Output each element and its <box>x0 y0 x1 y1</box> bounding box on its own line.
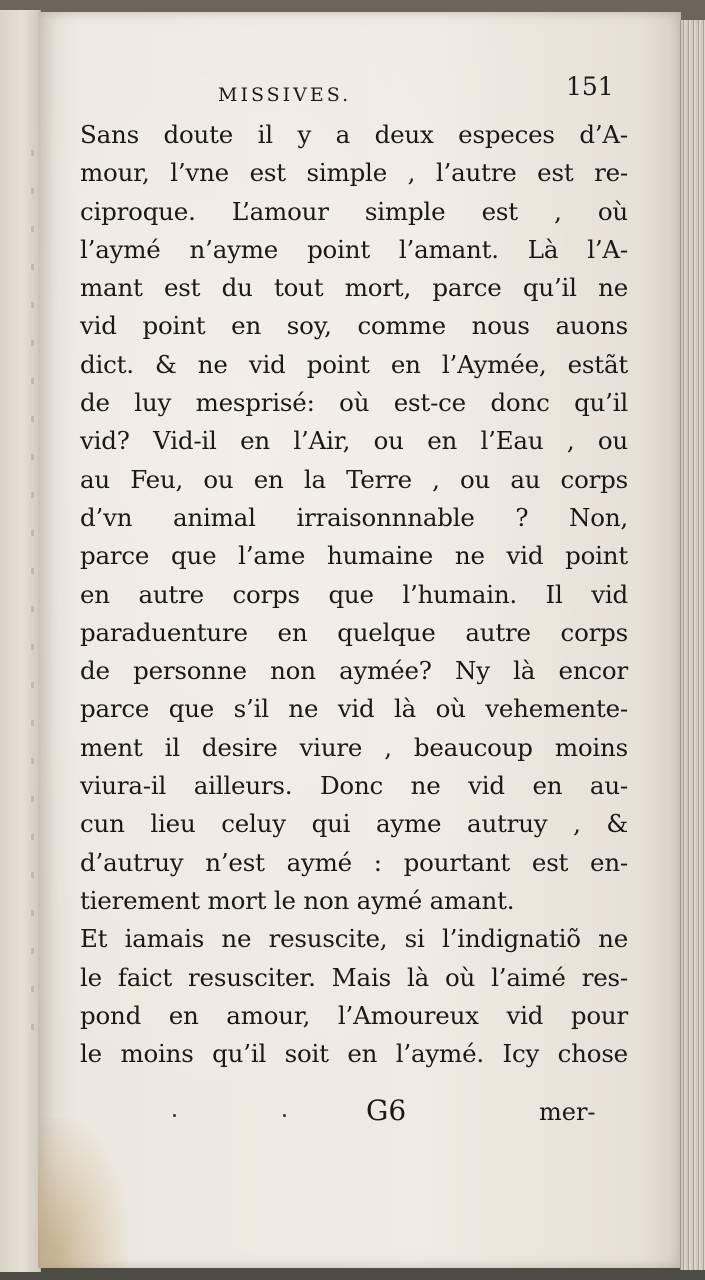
catchword: mer- <box>539 1098 596 1126</box>
text-line: cun lieu celuy qui ayme autruy , & <box>80 809 628 839</box>
text-line: paraduenture en quelque autre corps <box>80 617 628 647</box>
text-line: vid point en soy, comme nous auons <box>80 311 628 341</box>
text-line: d’vn animal irraisonnnable ? Non, <box>80 502 628 532</box>
text-line: pond en amour, l’Amoureux vid pour <box>80 1000 628 1030</box>
text-line: mant est du tout mort, parce qu’il ne <box>80 273 628 303</box>
text-line: ment il desire viure , beaucoup moins <box>80 732 628 762</box>
text-line: vid? Vid-il en l’Air, ou en l’Eau , ou <box>80 426 628 456</box>
text-line: Et iamais ne resuscite, si l’indignatiõ ne <box>80 924 628 954</box>
following-pages-edge <box>680 20 705 1270</box>
text-line: le moins qu’il soit en l’aymé. Icy chose <box>80 1039 628 1069</box>
text-line: d’autruy n’est aymé : pourtant est en- <box>80 847 628 877</box>
text-line: de luy mesprisé: où est-ce donc qu’il <box>80 388 628 418</box>
text-line: l’aymé n’ayme point l’amant. Là l’A- <box>80 234 628 264</box>
previous-page-edge <box>0 10 41 1272</box>
text-line: tierement mort le non aymé amant. <box>80 885 515 915</box>
page-footer <box>38 1094 681 1134</box>
text-line: mour, l’vne est simple , l’autre est re- <box>80 158 628 188</box>
ink-bleed-through <box>31 150 34 1050</box>
text-line: viura-il ailleurs. Donc ne vid en au- <box>80 771 628 801</box>
book-page <box>38 12 681 1268</box>
text-line: de personne non aymée? Ny là encor <box>80 656 628 686</box>
text-line: dict. & ne vid point en l’Aymée, estãt <box>80 349 628 379</box>
body-text <box>80 116 628 1073</box>
water-stain <box>38 1118 128 1268</box>
text-line: en autre corps que l’humain. Il vid <box>80 579 628 609</box>
page-number: 151 <box>566 72 614 101</box>
text-line: ciproque. L’amour simple est , où <box>80 196 628 226</box>
text-line: le faict resusciter. Mais là où l’aimé res- <box>80 962 628 992</box>
signature-mark: G6 <box>366 1094 407 1127</box>
text-line: au Feu, ou en la Terre , ou au corps <box>80 464 628 494</box>
running-title: MISSIVES. <box>218 84 352 106</box>
running-head <box>38 70 681 110</box>
text-line: Sans doute il y a deux especes d’A- <box>80 120 628 149</box>
decorative-dot <box>173 1114 176 1117</box>
decorative-dot <box>283 1114 286 1117</box>
text-line: parce que l’ame humaine ne vid point <box>80 541 628 571</box>
text-line: parce que s’il ne vid là où vehemente- <box>80 694 628 724</box>
